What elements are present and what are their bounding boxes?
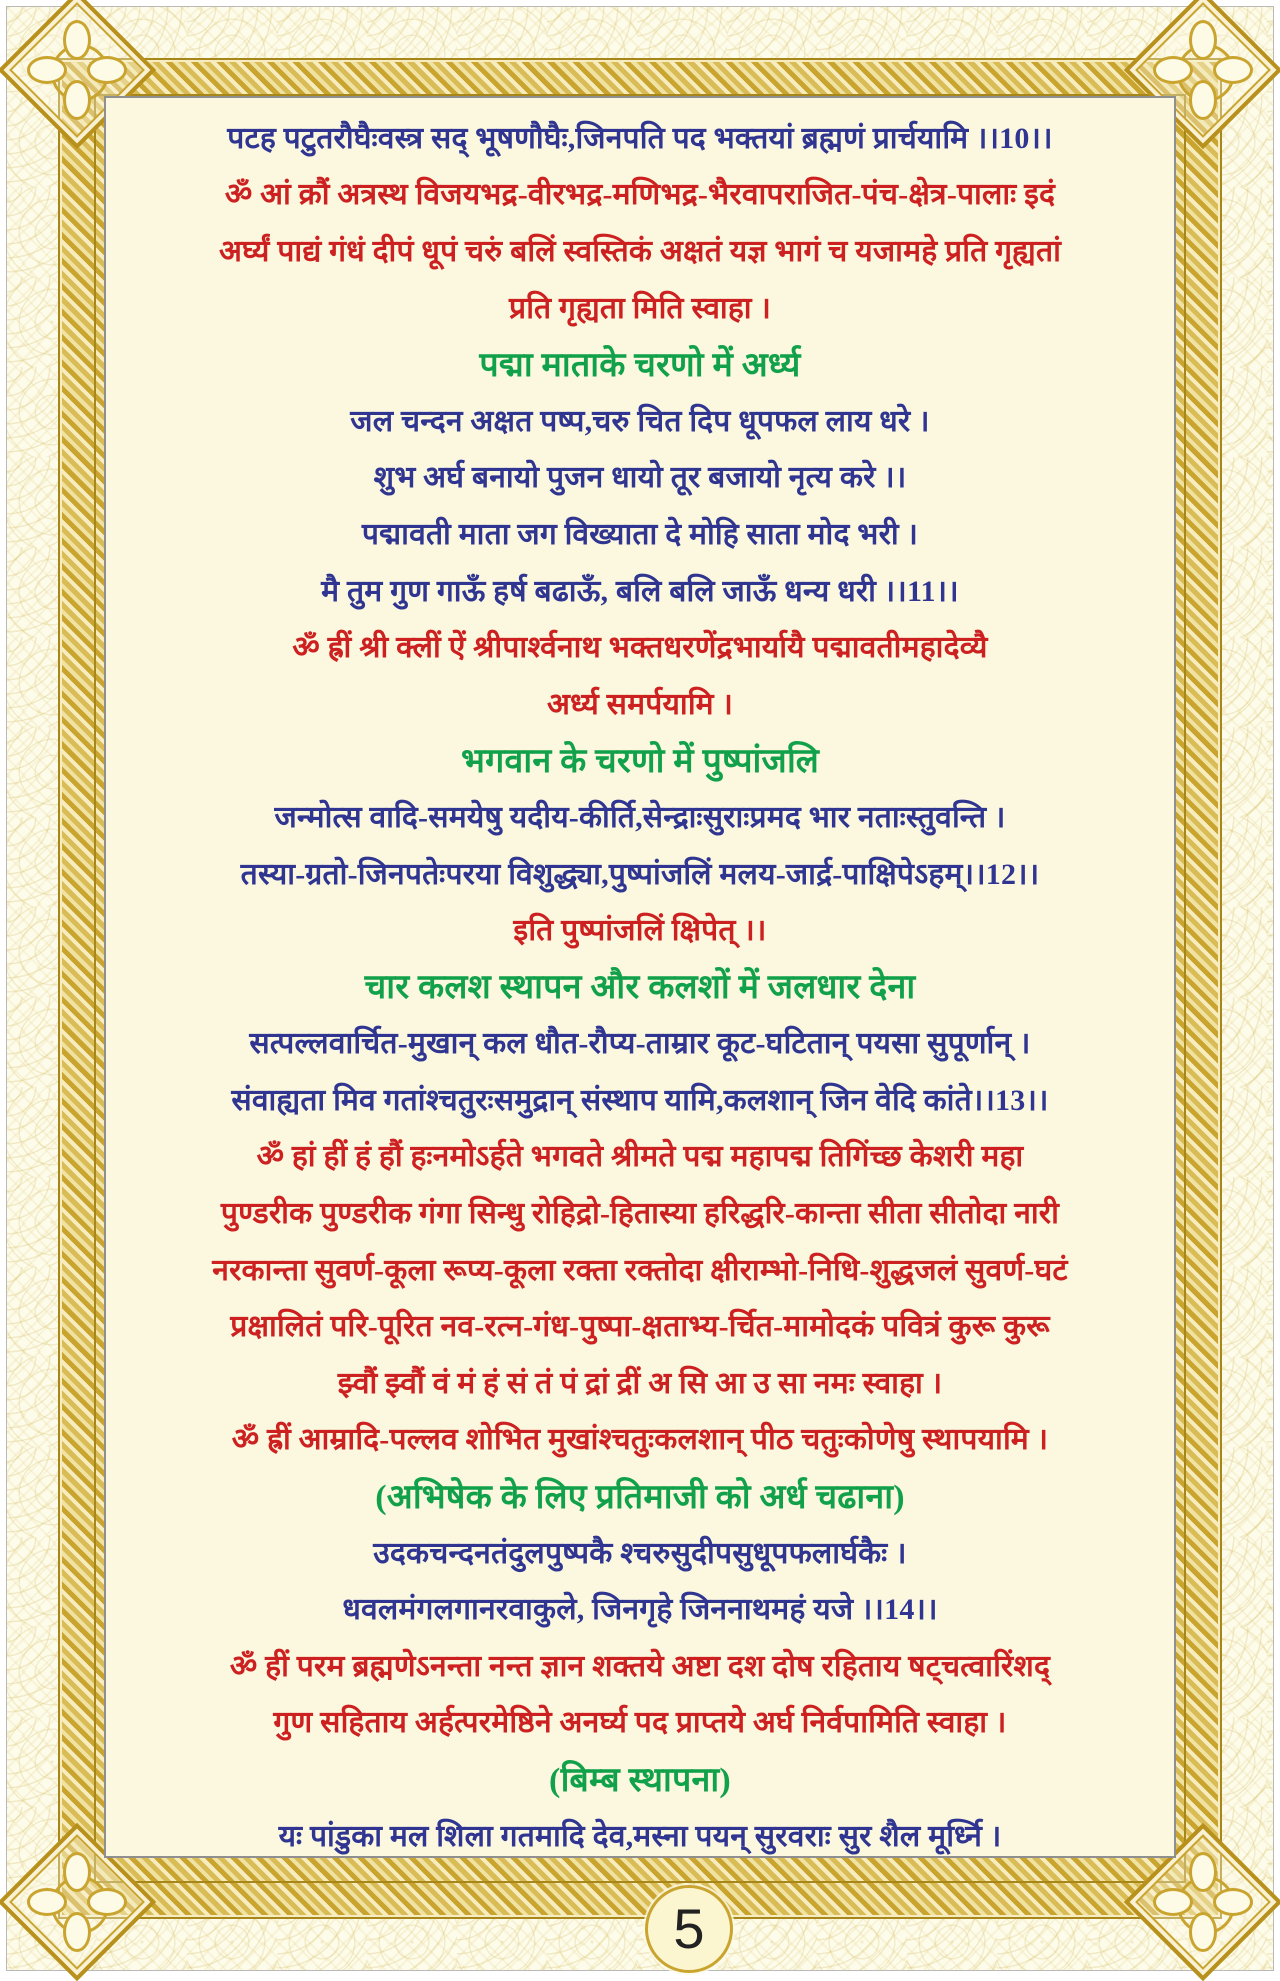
- text-line-20: पुण्डरीक पुण्डरीक गंगा सिन्धु रोहिद्रो-हितास्या हरिद्धरि-कान्ता सीता सीतोदा नारी: [220, 1197, 1060, 1231]
- text-line-28: ॐ हीं परम ब्रह्मणेऽनन्ता नन्त ज्ञान शक्तये अष्टा दश दोष रहिताय षट्चत्वारिंशद्: [229, 1649, 1051, 1683]
- corner-diamond-ornament-icon: [1147, 1846, 1259, 1958]
- text-line-23: झ्वौं झ्वौं वं मं हं सं तं पं द्रां द्रीं अ सि आ उ सा नमः स्वाहा ।: [337, 1366, 943, 1400]
- text-line-2: ॐ आं क्रौं अत्रस्थ विजयभद्र-वीरभद्र-मणिभद्र-भैरवापराजित-पंच-क्षेत्र-पालाः इदं: [224, 178, 1056, 212]
- page-number: 5: [673, 1897, 705, 1960]
- scripture-text-column: [106, 108, 1174, 1858]
- text-line-13: जन्मोत्स वादि-समयेषु यदीय-कीर्ति,सेन्द्राःसुराःप्रमद भार नताःस्तुवन्ति ।: [274, 800, 1006, 834]
- text-line-10: ॐ ह्रीं श्री क्लीं ऐं श्रीपार्श्वनाथ भक्तधरणेंद्रभार्यायै पद्मावतीमहादेव्यै: [292, 631, 988, 665]
- text-line-3: अर्घ्यं पाद्यं गंधं दीपं धूपं चरुं बलिं स्वस्तिकं अक्षतं यज्ञ भागं च यजामहे प्रति गृह्यतां: [218, 234, 1062, 268]
- scripture-text-panel: [104, 96, 1176, 1858]
- text-line-29: गुण सहिताय अर्हत्परमेष्ठिने अनर्घ्य पद प्राप्तये अर्घ निर्वपामिति स्वाहा ।: [273, 1706, 1007, 1740]
- text-line-6: जल चन्दन अक्षत पष्प,चरु चित दिप धूपफल लाय धरे ।: [350, 404, 930, 438]
- text-line-1: पटह पटुतरौघैःवस्त्र सद् भूषणौघैः,जिनपति पद भक्तयां ब्रह्मणं प्रार्चयामि ।।10।।: [227, 121, 1053, 155]
- text-line-25: (अभिषेक के लिए प्रतिमाजी को अर्ध चढाना): [375, 1478, 905, 1516]
- text-line-17: सत्पल्लवार्चित-मुखान् कल धौत-रौप्य-ताम्रार कूट-घटितान् पयसा सुपूर्णान् ।: [249, 1027, 1031, 1061]
- text-line-5: पद्मा माताके चरणो में अर्ध्य: [479, 346, 801, 384]
- text-line-7: शुभ अर्घ बनायो पुजन धायो तूर बजायो नृत्य करे ।।: [373, 461, 907, 495]
- text-line-21: नरकान्ता सुवर्ण-कूला रूप्य-कूला रक्ता रक्तोदा क्षीराम्भो-निधि-शुद्धजलं सुवर्ण-घटं: [212, 1253, 1068, 1287]
- page-number-badge: [645, 1885, 733, 1973]
- text-line-18: संवाह्यता मिव गतांश्चतुरःसमुद्रान् संस्थाप यामि,कलशान् जिन वेदि कांते।।13।।: [231, 1083, 1049, 1117]
- text-line-11: अर्ध्य समर्पयामि ।: [546, 687, 734, 721]
- text-line-16: चार कलश स्थापन और कलशों में जलधार देना: [364, 969, 916, 1007]
- text-line-19: ॐ हां हीं हं हौं हःनमोऽर्हते भगवते श्रीमते पद्म महापद्म तिगिंच्छ केशरी महा: [256, 1140, 1024, 1174]
- text-line-22: प्रक्षालितं परि-पूरित नव-रत्न-गंध-पुष्पा-क्षताभ्य-र्चित-मामोदकं पवित्रं कुरू कुरू: [230, 1310, 1050, 1344]
- text-line-15: इति पुष्पांजलिं क्षिपेत् ।।: [513, 914, 767, 948]
- text-line-27: धवलमंगलगानरवाकुले, जिनगृहे जिननाथमहं यजे ।।14।।: [342, 1593, 938, 1627]
- corner-diamond-ornament-icon: [21, 1846, 133, 1958]
- text-line-30: (बिम्ब स्थापना): [549, 1761, 731, 1799]
- text-line-4: प्रति गृह्यता मिति स्वाहा ।: [508, 291, 772, 325]
- text-line-26: उदकचन्दनतंदुलपुष्पकै श्चरुसुदीपसुधूपफलार्घकैः ।: [373, 1536, 907, 1570]
- text-line-9: मै तुम गुण गाऊँ हर्ष बढाऊँ, बलि बलि जाऊँ धन्य धरी ।।11।।: [321, 574, 959, 608]
- text-line-14: तस्या-ग्रतो-जिनपतेःपरया विशुद्ध्या,पुष्पांजलिं मलय-जार्द्र-पाक्षिपेऽहम्।।12।।: [240, 857, 1040, 891]
- text-line-8: पद्मावती माता जग विख्याता दे मोहि साता मोद भरी ।: [361, 517, 919, 551]
- text-line-12: भगवान के चरणो में पुष्पांजलि: [460, 742, 819, 780]
- text-line-31: यः पांडुका मल शिला गतमादि देव,मस्ना पयन् सुरवराः सुर शैल मूर्ध्नि ।: [278, 1819, 1002, 1853]
- text-line-24: ॐ ह्रीं आम्रादि-पल्लव शोभित मुखांश्चतुःकलशान् पीठ चतुःकोणेषु स्थापयामि ।: [231, 1423, 1049, 1457]
